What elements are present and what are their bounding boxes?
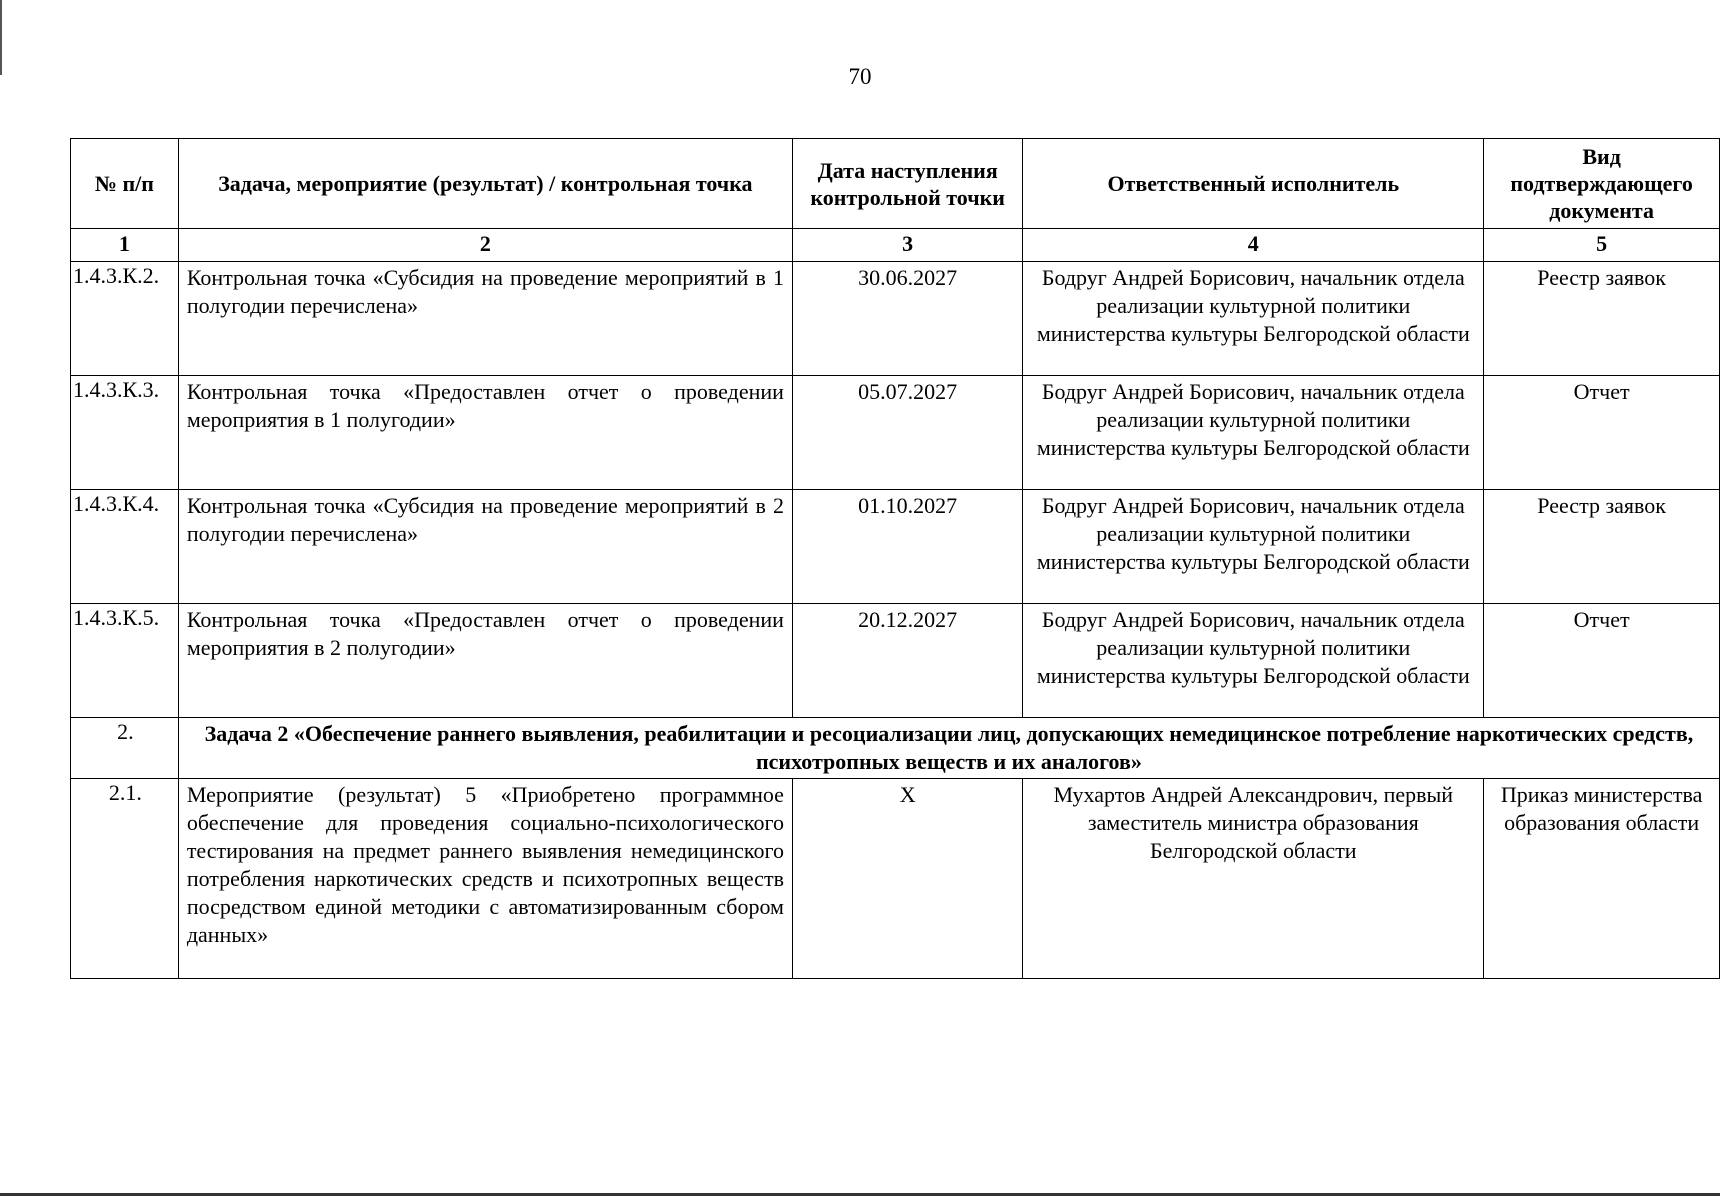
row-task: Контрольная точка «Субсидия на проведение мероприятий в 1 полугодии перечислена» bbox=[178, 262, 792, 376]
section-row bbox=[71, 718, 1720, 779]
header-date: Дата наступления контрольной точки bbox=[792, 139, 1022, 229]
row-doc: Приказ министерства образования области bbox=[1484, 779, 1720, 979]
row-doc: Отчет bbox=[1484, 604, 1720, 718]
scan-edge-bottom bbox=[0, 1193, 1720, 1196]
row-doc: Отчет bbox=[1484, 376, 1720, 490]
row-doc: Реестр заявок bbox=[1484, 490, 1720, 604]
row-id: 1.4.3.К.3. bbox=[71, 376, 179, 490]
column-number: 3 bbox=[792, 229, 1022, 262]
row-task: Контрольная точка «Предоставлен отчет о проведении мероприятия в 2 полугодии» bbox=[178, 604, 792, 718]
row-id: 2.1. bbox=[71, 779, 179, 979]
row-responsible: Мухартов Андрей Александрович, первый заместитель министра образования Белгородской области bbox=[1023, 779, 1484, 979]
section-title: Задача 2 «Обеспечение раннего выявления, реабилитации и ресоциализации лиц, допускающих немедицинское потребление наркотических средств, психотропных веществ и их аналогов» bbox=[178, 718, 1719, 779]
row-responsible: Бодруг Андрей Борисович, начальник отдела реализации культурной политики министерства культуры Белгородской области bbox=[1023, 262, 1484, 376]
row-id: 1.4.3.К.5. bbox=[71, 604, 179, 718]
row-responsible: Бодруг Андрей Борисович, начальник отдела реализации культурной политики министерства культуры Белгородской области bbox=[1023, 490, 1484, 604]
row-date: X bbox=[792, 779, 1022, 979]
header-doc: Вид подтверждающего документа bbox=[1484, 139, 1720, 229]
header-row bbox=[71, 139, 1720, 229]
column-number: 4 bbox=[1023, 229, 1484, 262]
table-row bbox=[71, 376, 1720, 490]
header-num: № п/п bbox=[71, 139, 179, 229]
row-task: Мероприятие (результат) 5 «Приобретено программное обеспечение для проведения социально-психологического тестирования на предмет раннего выявления немедицинского потребления наркотических средств и психотропных веществ посредством единой методики с автоматизированным сбором данных» bbox=[178, 779, 792, 979]
row-date: 01.10.2027 bbox=[792, 490, 1022, 604]
row-id: 1.4.3.К.2. bbox=[71, 262, 179, 376]
column-number-row bbox=[71, 229, 1720, 262]
table-row bbox=[71, 490, 1720, 604]
row-task: Контрольная точка «Предоставлен отчет о проведении мероприятия в 1 полугодии» bbox=[178, 376, 792, 490]
row-responsible: Бодруг Андрей Борисович, начальник отдела реализации культурной политики министерства культуры Белгородской области bbox=[1023, 604, 1484, 718]
plan-table bbox=[70, 138, 1720, 979]
row-responsible: Бодруг Андрей Борисович, начальник отдела реализации культурной политики министерства культуры Белгородской области bbox=[1023, 376, 1484, 490]
page-number: 70 bbox=[848, 64, 872, 89]
header-task: Задача, мероприятие (результат) / контрольная точка bbox=[178, 139, 792, 229]
row-date: 20.12.2027 bbox=[792, 604, 1022, 718]
row-date: 30.06.2027 bbox=[792, 262, 1022, 376]
column-number: 1 bbox=[71, 229, 179, 262]
header-responsible: Ответственный исполнитель bbox=[1023, 139, 1484, 229]
table-row bbox=[71, 779, 1720, 979]
column-number: 2 bbox=[178, 229, 792, 262]
row-doc: Реестр заявок bbox=[1484, 262, 1720, 376]
row-id: 1.4.3.К.4. bbox=[71, 490, 179, 604]
row-task: Контрольная точка «Субсидия на проведение мероприятий в 2 полугодии перечислена» bbox=[178, 490, 792, 604]
table-row bbox=[71, 604, 1720, 718]
section-id: 2. bbox=[71, 718, 179, 779]
table-row bbox=[71, 262, 1720, 376]
row-date: 05.07.2027 bbox=[792, 376, 1022, 490]
column-number: 5 bbox=[1484, 229, 1720, 262]
